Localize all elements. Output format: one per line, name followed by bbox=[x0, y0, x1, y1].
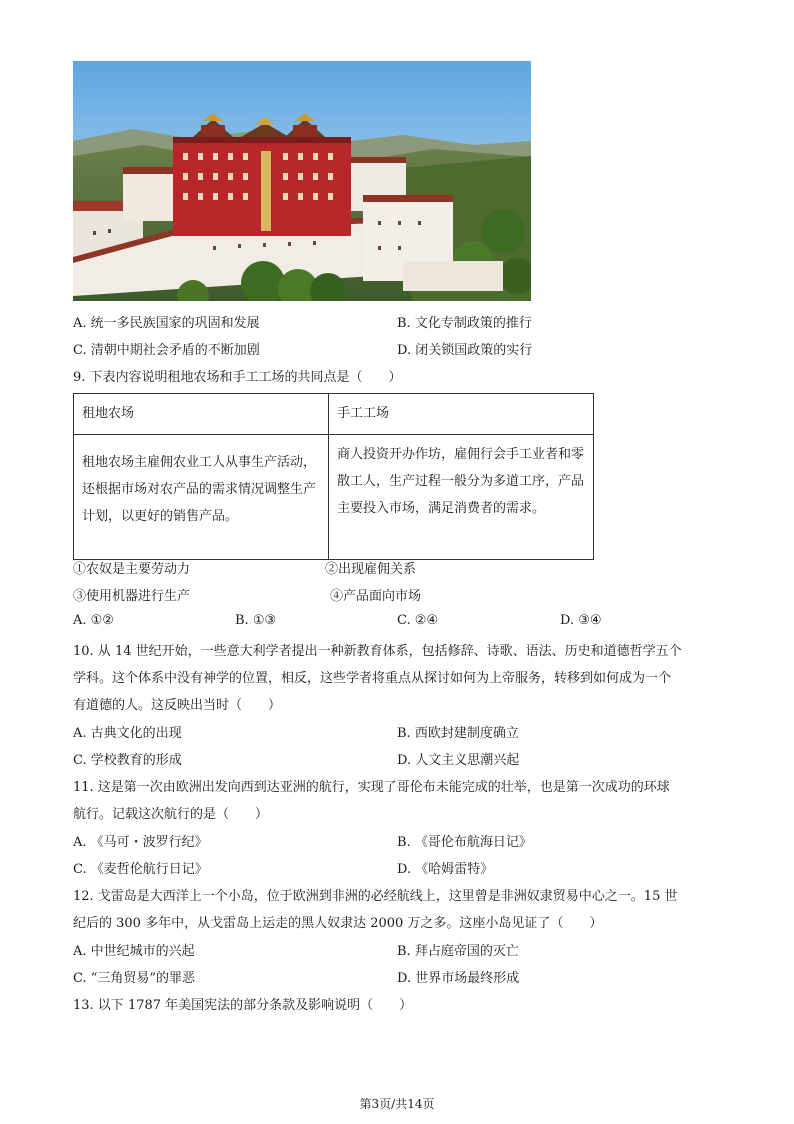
q11-stem-line-2: 航行。记载这次航行的是（ ） bbox=[73, 807, 269, 822]
q10-stem-line-3: 有道德的人。这反映出当时（ ） bbox=[73, 698, 282, 713]
page-footer: 第3页/共14页 bbox=[359, 1097, 435, 1111]
q9-comparison-table bbox=[73, 393, 594, 560]
q11-option-d: D. 《哈姆雷特》 bbox=[397, 862, 494, 877]
q8-option-a: A. 统一多民族国家的巩固和发展 bbox=[73, 316, 260, 331]
q9-item-4: ④产品面向市场 bbox=[330, 589, 422, 604]
q10-option-d: D. 人文主义思潮兴起 bbox=[397, 753, 520, 768]
q10-option-b: B. 西欧封建制度确立 bbox=[397, 726, 519, 741]
table-header-workshop: 手工工场 bbox=[329, 394, 594, 435]
q9-option-c: C. ②④ bbox=[397, 613, 439, 628]
table-header-farm: 租地农场 bbox=[74, 394, 329, 435]
q10-stem-line-2: 学科。这个体系中没有神学的位置，相反，这些学者将重点从探讨如何为上帝服务，转移到如何成为一个 bbox=[73, 671, 672, 686]
q12-option-c: C. “三角贸易”的罪恶 bbox=[73, 971, 196, 986]
q9-option-a: A. ①② bbox=[73, 613, 114, 628]
q11-option-c: C. 《麦哲伦航行日记》 bbox=[73, 862, 208, 877]
q12-option-b: B. 拜占庭帝国的灭亡 bbox=[397, 944, 519, 959]
q8-option-b: B. 文化专制政策的推行 bbox=[397, 316, 532, 331]
q11-option-b: B. 《哥伦布航海日记》 bbox=[397, 835, 532, 850]
q12-stem-line-2: 纪后的 300 多年中，从戈雷岛上运走的黑人奴隶达 2000 万之多。这座小岛见证了（ ） bbox=[73, 916, 603, 931]
q8-option-c: C. 清朝中期社会矛盾的不断加剧 bbox=[73, 343, 260, 358]
q13-stem: 13. 以下 1787 年美国宪法的部分条款及影响说明（ ） bbox=[73, 998, 413, 1013]
table-header-row bbox=[74, 394, 594, 435]
table-cell-workshop: 商人投资开办作坊，雇佣行会手工业者和零散工人，生产过程一般分为多道工序，产品主要投入市场，满足消费者的需求。 bbox=[329, 435, 594, 560]
temple-photo bbox=[73, 61, 531, 301]
table-cell-farm: 租地农场主雇佣农业工人从事生产活动，还根据市场对农产品的需求情况调整生产计划，以更好的销售产品。 bbox=[74, 435, 329, 560]
q9-item-2: ②出现雇佣关系 bbox=[325, 562, 417, 577]
q12-stem-line-1: 12. 戈雷岛是大西洋上一个小岛，位于欧洲到非洲的必经航线上，这里曾是非洲奴隶贸易中心之一。15 世 bbox=[73, 889, 678, 904]
q8-option-d: D. 闭关锁国政策的实行 bbox=[397, 343, 533, 358]
q12-option-a: A. 中世纪城市的兴起 bbox=[73, 944, 195, 959]
q12-option-d: D. 世界市场最终形成 bbox=[397, 971, 520, 986]
q10-option-a: A. 古典文化的出现 bbox=[73, 726, 182, 741]
q9-stem: 9. 下表内容说明租地农场和手工工场的共同点是（ ） bbox=[73, 370, 402, 385]
q9-option-b: B. ①③ bbox=[235, 613, 277, 628]
q9-item-1: ①农奴是主要劳动力 bbox=[73, 562, 191, 577]
q10-option-c: C. 学校教育的形成 bbox=[73, 753, 182, 768]
q11-option-a: A. 《马可・波罗行纪》 bbox=[73, 835, 208, 850]
q10-stem-line-1: 10. 从 14 世纪开始，一些意大利学者提出一种新教育体系，包括修辞、诗歌、语法、历史和道德哲学五个 bbox=[73, 644, 682, 659]
q9-item-3: ③使用机器进行生产 bbox=[73, 589, 191, 604]
q9-option-d: D. ③④ bbox=[560, 613, 602, 628]
table-row bbox=[74, 435, 594, 560]
q11-stem-line-1: 11. 这是第一次由欧洲出发向西到达亚洲的航行，实现了哥伦布未能完成的壮举，也是第一次成功的环球 bbox=[73, 780, 670, 795]
